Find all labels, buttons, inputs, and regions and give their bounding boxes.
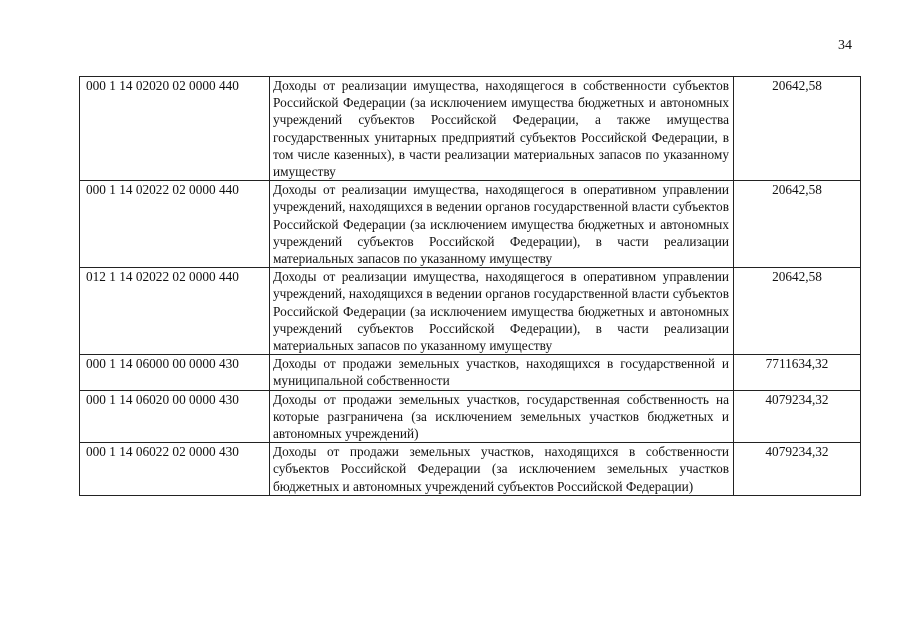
amount-cell: 20642,58 — [734, 181, 861, 268]
amount-cell: 4079234,32 — [734, 390, 861, 443]
amount-cell: 20642,58 — [734, 77, 861, 181]
budget-code-cell: 000 1 14 02020 02 0000 440 — [80, 77, 270, 181]
description-cell: Доходы от продажи земельных участков, государственная собственность на которые разграничена (за исключением земельных участков бюджетных и автономных учреждений) — [270, 390, 734, 443]
table-row — [80, 77, 861, 181]
budget-code-cell: 000 1 14 02022 02 0000 440 — [80, 181, 270, 268]
amount-cell: 4079234,32 — [734, 443, 861, 496]
budget-code-cell: 000 1 14 06022 02 0000 430 — [80, 443, 270, 496]
budget-code-cell: 012 1 14 02022 02 0000 440 — [80, 268, 270, 355]
table-row — [80, 181, 861, 268]
table-row — [80, 268, 861, 355]
description-cell: Доходы от реализации имущества, находящегося в собственности субъектов Российской Федерации (за исключением имущества бюджетных и автономных учреждений субъектов Российской Федерации, а также имущества государственных унитарных предприятий субъектов Российской Федерации, в том числе казенных), в части реализации материальных запасов по указанному имуществу — [270, 77, 734, 181]
table-row — [80, 390, 861, 443]
budget-code-cell: 000 1 14 06020 00 0000 430 — [80, 390, 270, 443]
description-cell: Доходы от продажи земельных участков, находящихся в государственной и муниципальной собственности — [270, 355, 734, 390]
budget-code-cell: 000 1 14 06000 00 0000 430 — [80, 355, 270, 390]
amount-cell: 7711634,32 — [734, 355, 861, 390]
description-cell: Доходы от продажи земельных участков, находящихся в собственности субъектов Российской Федерации (за исключением земельных участков бюджетных и автономных учреждений субъектов Российской Федерации) — [270, 443, 734, 496]
description-cell: Доходы от реализации имущества, находящегося в оперативном управлении учреждений, находящихся в ведении органов государственной власти субъектов Российской Федерации (за исключением имущества бюджетных и автономных учреждений субъектов Российской Федерации), в части реализации материальных запасов по указанному имуществу — [270, 181, 734, 268]
description-cell: Доходы от реализации имущества, находящегося в оперативном управлении учреждений, находящихся в ведении органов государственной власти субъектов Российской Федерации (за исключением имущества бюджетных и автономных учреждений субъектов Российской Федерации), в части реализации материальных запасов по указанному имуществу — [270, 268, 734, 355]
revenue-table — [79, 76, 861, 496]
amount-cell: 20642,58 — [734, 268, 861, 355]
table-row — [80, 355, 861, 390]
table-row — [80, 443, 861, 496]
page-number: 34 — [838, 38, 852, 53]
